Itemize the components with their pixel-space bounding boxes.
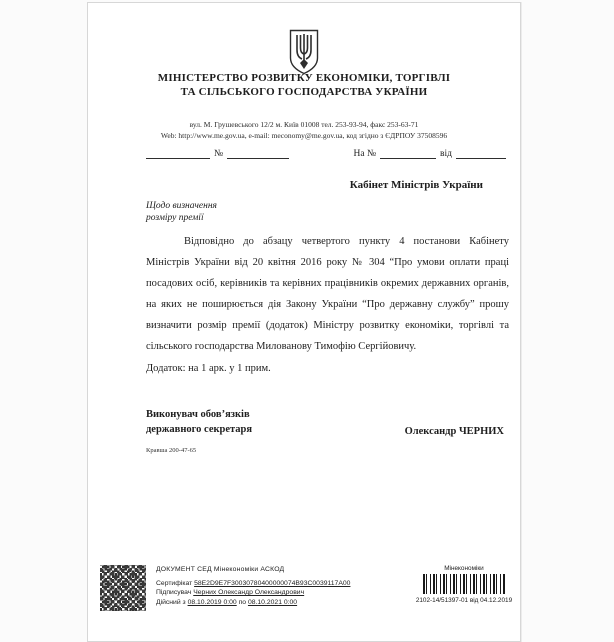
incoming-ref — [354, 149, 507, 159]
subject-line1: Щодо визначення — [146, 201, 217, 211]
ministry-name-line2: ТА СІЛЬСЬКОГО ГОСПОДАРСТВА УКРАЇНИ — [180, 86, 428, 98]
registration-stamp — [412, 565, 516, 604]
esignature-info — [156, 565, 386, 607]
body-paragraph: Відповідно до абзацу четвертого пункту 4 постанови Кабінету Міністрів України від 20 квітня 2016 року № 304 “Про умови оплати праці посадових осіб, керівників та керівних працівників окремих державних органів, на яких не поширюється дія Закону України “Про державну службу” прошу визначити розмір премії (додаток) Міністру розвитку економіки, торгівлі та сільського господарства Милованову Тимофію Сергійовичу. — [146, 236, 509, 352]
na-number-label: На № — [353, 149, 377, 159]
incoming-date-blank-line — [456, 149, 506, 159]
signer-value: Черних Олександр Олександрович — [193, 589, 305, 597]
address-line2: Web: http://www.me.gov.ua, e-mail: meconomy@me.gov.ua, код згідно з ЄДРПОУ 37508596 — [160, 130, 448, 140]
validity-line — [156, 598, 386, 608]
signature-block — [146, 407, 504, 437]
ministry-address — [88, 120, 520, 141]
signer-line — [156, 588, 386, 598]
number-sign-label: № — [214, 149, 224, 159]
incoming-number-blank-line — [380, 149, 436, 159]
signatory-position-line2: державного секретаря — [146, 424, 253, 435]
validity-separator: по — [238, 598, 247, 606]
barcode — [423, 574, 505, 594]
signatory-position-line1: Виконувач обов’язків — [146, 409, 250, 420]
signer-label: Підписувач — [156, 589, 192, 597]
executor-note: Кравша 200-47-65 — [146, 447, 197, 454]
validity-from: 08.10.2019 0:00 — [187, 598, 237, 606]
validity-to: 08.10.2021 0:00 — [247, 598, 298, 606]
registration-number: 2102-14/51397-01 від 04.12.2019 — [415, 597, 513, 604]
reference-row — [146, 149, 506, 159]
letter-page — [87, 2, 521, 642]
tryzub-emblem-icon — [288, 29, 320, 75]
vid-label: від — [440, 149, 452, 159]
subject — [146, 200, 217, 224]
signatory-position — [146, 407, 252, 437]
qr-code — [100, 565, 146, 611]
ministry-name — [88, 71, 520, 99]
sed-system-line: ДОКУМЕНТ СЕД Мінекономіки АСКОД — [156, 566, 285, 573]
outgoing-ref — [146, 149, 289, 159]
subject-line2: розміру премії — [146, 213, 204, 223]
stamp-org-label: Мінекономіки — [444, 565, 484, 572]
ministry-name-line1: МІНІСТЕРСТВО РОЗВИТКУ ЕКОНОМІКИ, ТОРГІВЛІ — [157, 72, 451, 84]
address-line1: вул. М. Грушевського 12/2 м. Київ 01008 тел. 253-93-94, факс 253-63-71 — [189, 120, 419, 129]
attachment-note: Додаток: на 1 арк. у 1 прим. — [146, 363, 271, 374]
addressee: Кабінет Міністрів України — [349, 179, 483, 191]
validity-label: Дійсний з — [156, 598, 186, 606]
signatory-name: Олександр ЧЕРНИХ — [404, 426, 504, 437]
certificate-label: Сертифікат — [156, 579, 193, 587]
date-blank-line — [146, 149, 210, 159]
certificate-value: 58E2D9E7F30030780400000074B93C0039117A00 — [194, 579, 351, 587]
number-blank-line — [227, 149, 289, 159]
certificate-line — [156, 579, 386, 589]
